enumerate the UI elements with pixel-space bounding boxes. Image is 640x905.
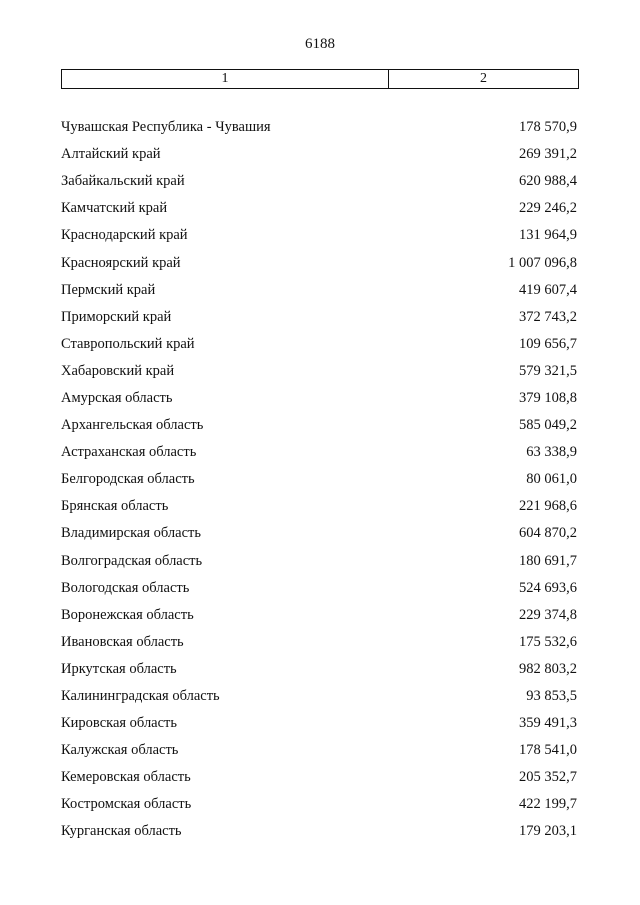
region-name: Владимирская область (61, 525, 201, 542)
region-value: 175 532,6 (519, 633, 577, 650)
table-row (61, 249, 577, 276)
region-name: Приморский край (61, 308, 172, 325)
region-value: 80 061,0 (526, 471, 577, 488)
region-name: Хабаровский край (61, 362, 175, 379)
region-name: Костромская область (61, 796, 192, 813)
table-row (61, 737, 577, 764)
table-row (61, 602, 577, 629)
region-name: Астраханская область (61, 444, 197, 461)
table-row (61, 277, 577, 304)
region-value: 379 108,8 (519, 389, 577, 406)
region-value: 205 352,7 (519, 769, 577, 786)
region-value: 585 049,2 (519, 417, 577, 434)
table-row (61, 791, 577, 818)
page-number: 6188 (305, 36, 335, 52)
region-name: Кировская область (61, 715, 178, 732)
table-row (61, 520, 577, 547)
region-name: Чувашская Республика - Чувашия (61, 119, 271, 136)
region-value: 1 007 096,8 (508, 254, 577, 271)
region-value: 178 570,9 (519, 119, 577, 136)
table-row (61, 764, 577, 791)
region-value: 131 964,9 (519, 227, 577, 244)
table-header (61, 69, 579, 89)
table-header-column-2: 2 (480, 71, 487, 86)
region-name: Забайкальский край (61, 173, 185, 190)
table-row (61, 114, 577, 141)
table-row (61, 331, 577, 358)
region-value: 620 988,4 (519, 173, 577, 190)
table-row (61, 195, 577, 222)
region-name: Красноярский край (61, 254, 181, 271)
region-name: Краснодарский край (61, 227, 188, 244)
table-row (61, 222, 577, 249)
region-value: 359 491,3 (519, 715, 577, 732)
region-value: 579 321,5 (519, 362, 577, 379)
region-value: 422 199,7 (519, 796, 577, 813)
table-row (61, 548, 577, 575)
table-body (61, 114, 577, 846)
table-row (61, 385, 577, 412)
region-value: 179 203,1 (519, 823, 577, 840)
region-value: 269 391,2 (519, 146, 577, 163)
table-row (61, 818, 577, 845)
region-value: 221 968,6 (519, 498, 577, 515)
region-value: 419 607,4 (519, 281, 577, 298)
table-row (61, 466, 577, 493)
table-row (61, 575, 577, 602)
region-value: 982 803,2 (519, 660, 577, 677)
region-name: Амурская область (61, 389, 173, 406)
region-name: Кемеровская область (61, 769, 191, 786)
region-value: 604 870,2 (519, 525, 577, 542)
region-name: Калужская область (61, 742, 179, 759)
region-name: Воронежская область (61, 606, 194, 623)
region-value: 180 691,7 (519, 552, 577, 569)
region-name: Курганская область (61, 823, 182, 840)
region-value: 229 374,8 (519, 606, 577, 623)
region-value: 109 656,7 (519, 335, 577, 352)
region-value: 372 743,2 (519, 308, 577, 325)
region-name: Иркутская область (61, 660, 177, 677)
table-header-column-1: 1 (62, 70, 389, 88)
table-row (61, 493, 577, 520)
region-name: Ставропольский край (61, 335, 195, 352)
region-name: Вологодская область (61, 579, 190, 596)
region-name: Брянская область (61, 498, 169, 515)
table-row (61, 683, 577, 710)
region-value: 63 338,9 (526, 444, 577, 461)
region-value: 229 246,2 (519, 200, 577, 217)
table-row (61, 358, 577, 385)
region-value: 178 541,0 (519, 742, 577, 759)
table-row (61, 141, 577, 168)
region-name: Белгородская область (61, 471, 195, 488)
region-value: 524 693,6 (519, 579, 577, 596)
region-name: Волгоградская область (61, 552, 203, 569)
table-row (61, 710, 577, 737)
region-name: Пермский край (61, 281, 156, 298)
region-name: Калининградская область (61, 688, 220, 705)
region-name: Алтайский край (61, 146, 161, 163)
table-row (61, 439, 577, 466)
table-row (61, 656, 577, 683)
region-name: Ивановская область (61, 633, 184, 650)
table-row (61, 168, 577, 195)
region-name: Камчатский край (61, 200, 168, 217)
table-row (61, 412, 577, 439)
table-row (61, 629, 577, 656)
table-row (61, 304, 577, 331)
region-name: Архангельская область (61, 417, 204, 434)
region-value: 93 853,5 (526, 688, 577, 705)
